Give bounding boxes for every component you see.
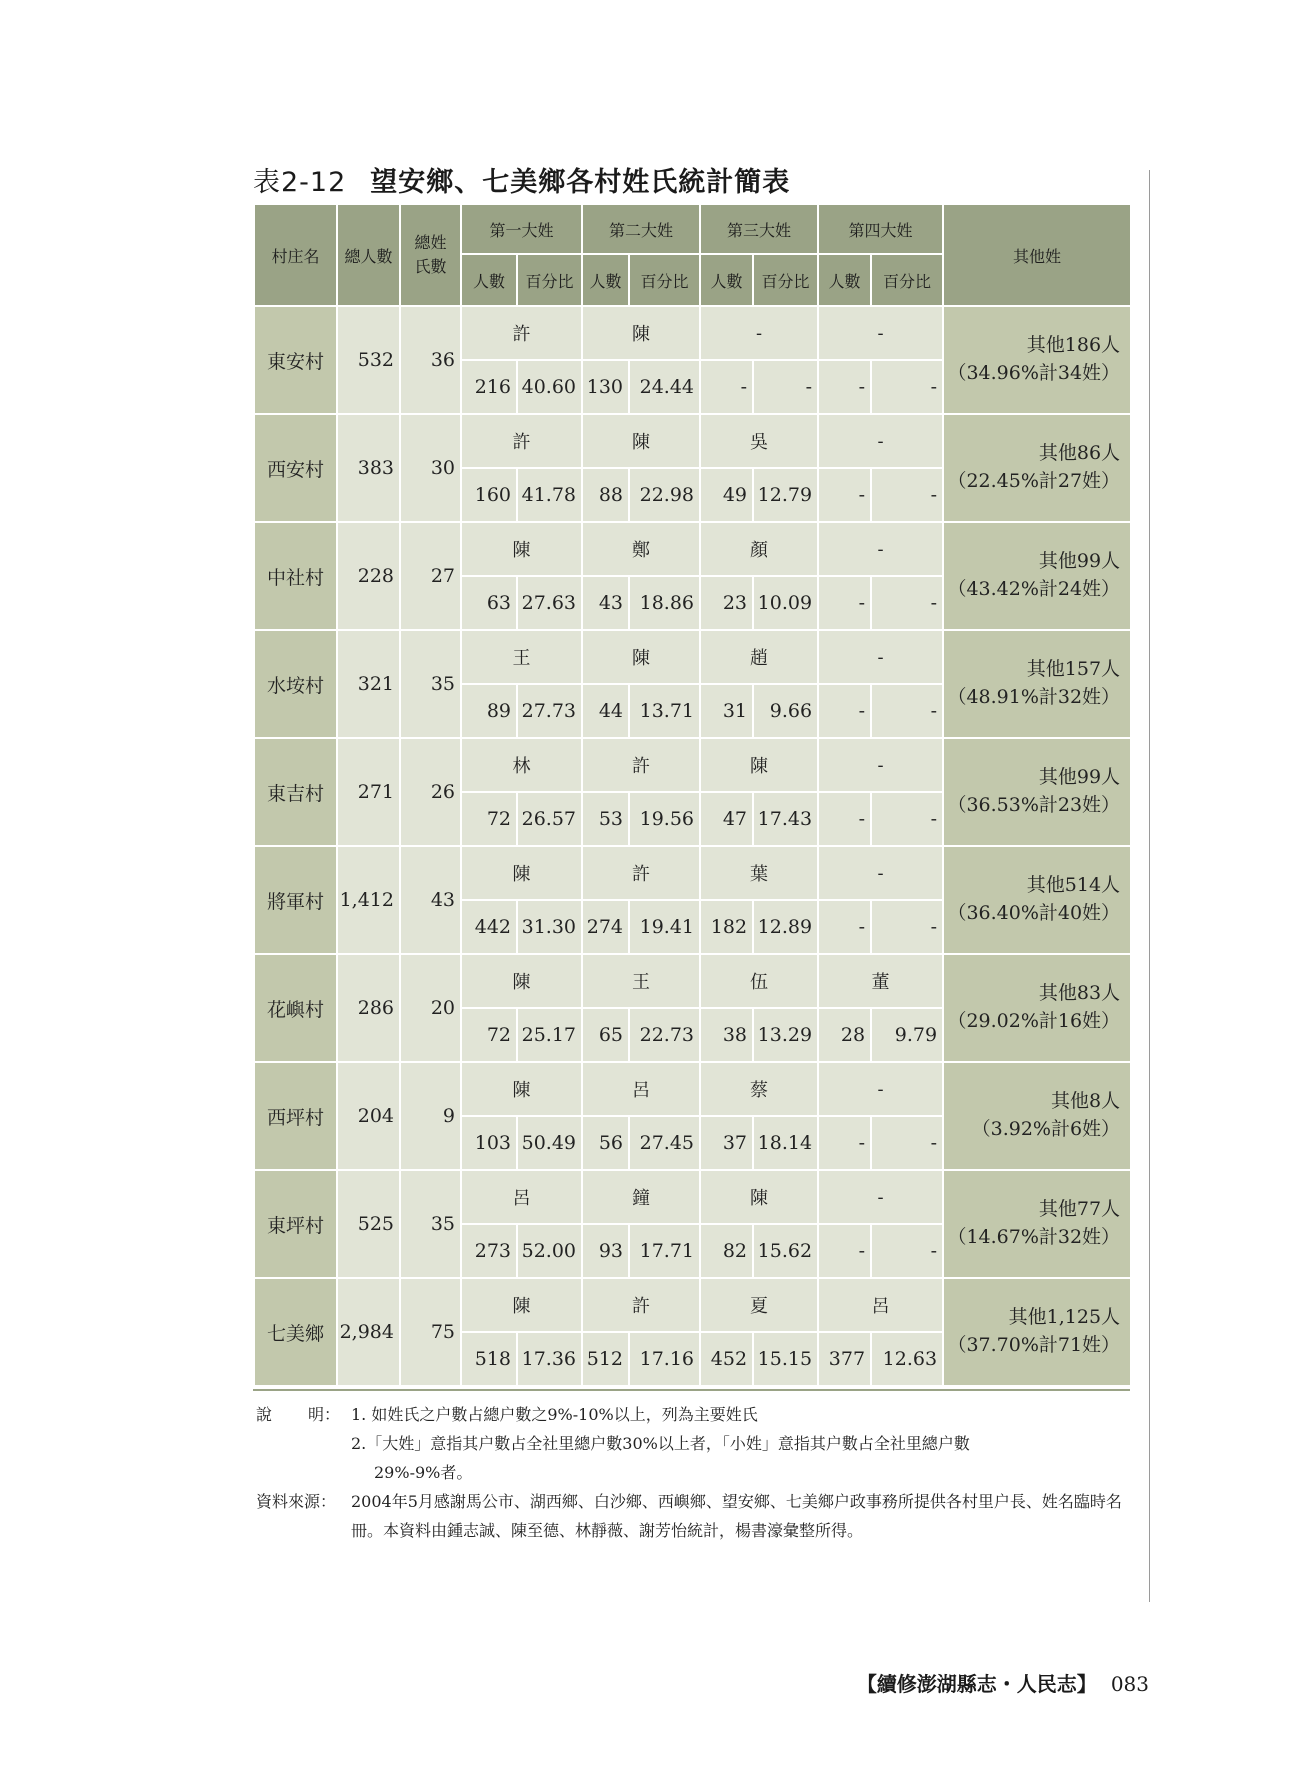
note-line-2 [256, 1429, 1136, 1458]
village-name: 七美鄉 [254, 1278, 337, 1386]
second-surname: 鄭 [582, 522, 700, 576]
fourth-count: - [818, 1224, 871, 1278]
village-name: 東吉村 [254, 738, 337, 846]
fourth-percent: - [871, 1116, 943, 1170]
second-count: 512 [582, 1332, 629, 1386]
other-surnames [943, 522, 1131, 630]
other-count: 其他99人 [1038, 766, 1121, 789]
other-percent: （36.53%計23姓） [947, 794, 1121, 816]
second-surname: 陳 [582, 414, 700, 468]
village-row-surnames [254, 414, 1131, 468]
third-percent: 12.89 [753, 900, 818, 954]
second-percent: 24.44 [629, 360, 700, 414]
page-footer [857, 1668, 1149, 1697]
fourth-surname: - [818, 522, 943, 576]
village-row-surnames [254, 954, 1131, 1008]
total-population: 228 [337, 522, 400, 630]
total-population: 383 [337, 414, 400, 522]
total-population: 271 [337, 738, 400, 846]
fourth-surname: - [818, 738, 943, 792]
surname-count: 27 [400, 522, 461, 630]
surname-count: 30 [400, 414, 461, 522]
first-count: 63 [461, 576, 517, 630]
second-surname: 呂 [582, 1062, 700, 1116]
third-surname: 吳 [700, 414, 818, 468]
first-surname: 陳 [461, 846, 582, 900]
second-surname: 王 [582, 954, 700, 1008]
source-line [256, 1487, 1136, 1545]
first-surname: 許 [461, 414, 582, 468]
first-percent: 40.60 [517, 360, 582, 414]
fourth-count: - [818, 468, 871, 522]
third-count: 82 [700, 1224, 753, 1278]
third-percent: 18.14 [753, 1116, 818, 1170]
other-percent: （37.70%計71姓） [947, 1334, 1121, 1356]
other-count: 其他186人 [1026, 334, 1121, 357]
first-surname: 陳 [461, 522, 582, 576]
margin-rule [1149, 170, 1150, 1602]
surname-count: 43 [400, 846, 461, 954]
other-count: 其他83人 [1038, 982, 1121, 1005]
other-surnames [943, 954, 1131, 1062]
header-percent: 百分比 [753, 254, 818, 306]
third-count: 37 [700, 1116, 753, 1170]
first-percent: 17.36 [517, 1332, 582, 1386]
third-surname: 陳 [700, 1170, 818, 1224]
note-2: 2.「大姓」意指其户數占全社里總户數30%以上者，「小姓」意指其户數占全社里總户數 [351, 1434, 970, 1453]
surname-count: 75 [400, 1278, 461, 1386]
surname-count: 35 [400, 630, 461, 738]
third-surname: 顏 [700, 522, 818, 576]
village-row-surnames [254, 1170, 1131, 1224]
total-population: 2,984 [337, 1278, 400, 1386]
village-row-surnames [254, 630, 1131, 684]
book-title: 【續修澎湖縣志・人民志】 [856, 1672, 1097, 1696]
total-population: 204 [337, 1062, 400, 1170]
note-1: 1. 如姓氏之户數占總户數之9%-10%以上，列為主要姓氏 [351, 1405, 758, 1424]
first-percent: 31.30 [517, 900, 582, 954]
third-surname: 趙 [700, 630, 818, 684]
second-count: 65 [582, 1008, 629, 1062]
second-percent: 18.86 [629, 576, 700, 630]
third-percent: 17.43 [753, 792, 818, 846]
fourth-percent: 9.79 [871, 1008, 943, 1062]
header-third-surname: 第三大姓 [700, 204, 818, 254]
other-percent: （29.02%計16姓） [947, 1010, 1121, 1032]
fourth-count: - [818, 900, 871, 954]
header-count: 人數 [818, 254, 871, 306]
fourth-count: - [818, 792, 871, 846]
first-surname: 林 [461, 738, 582, 792]
other-surnames [943, 738, 1131, 846]
first-count: 442 [461, 900, 517, 954]
other-count: 其他8人 [1050, 1090, 1121, 1113]
first-percent: 27.73 [517, 684, 582, 738]
table-body [254, 306, 1131, 1386]
second-percent: 19.56 [629, 792, 700, 846]
second-count: 130 [582, 360, 629, 414]
third-count: 38 [700, 1008, 753, 1062]
header-count: 人數 [582, 254, 629, 306]
page-number: 083 [1110, 1672, 1149, 1696]
total-population: 525 [337, 1170, 400, 1278]
fourth-percent: - [871, 360, 943, 414]
notes-section [256, 1400, 1136, 1545]
source-label: 資料來源： [256, 1492, 337, 1511]
first-surname: 王 [461, 630, 582, 684]
table-caption: 望安鄉、七美鄉各村姓氏統計簡表 [370, 167, 791, 198]
second-count: 43 [582, 576, 629, 630]
fourth-percent: - [871, 576, 943, 630]
first-count: 103 [461, 1116, 517, 1170]
other-percent: （48.91%計32姓） [947, 686, 1121, 708]
second-count: 44 [582, 684, 629, 738]
notes-label [256, 1400, 351, 1429]
other-percent: （34.96%計34姓） [947, 362, 1121, 384]
first-count: 72 [461, 792, 517, 846]
village-row-surnames [254, 522, 1131, 576]
first-percent: 27.63 [517, 576, 582, 630]
fourth-surname: - [818, 846, 943, 900]
fourth-surname: 呂 [818, 1278, 943, 1332]
other-count: 其他99人 [1038, 550, 1121, 573]
header-first-surname: 第一大姓 [461, 204, 582, 254]
notes-label-a: 說 [256, 1405, 273, 1424]
total-population: 286 [337, 954, 400, 1062]
header-surnames-count: 總姓氏數 [400, 204, 461, 306]
fourth-surname: - [818, 630, 943, 684]
third-surname: 蔡 [700, 1062, 818, 1116]
second-percent: 27.45 [629, 1116, 700, 1170]
second-surname: 許 [582, 846, 700, 900]
fourth-count: 377 [818, 1332, 871, 1386]
third-count: 49 [700, 468, 753, 522]
third-percent: - [753, 360, 818, 414]
total-population: 1,412 [337, 846, 400, 954]
header-count: 人數 [700, 254, 753, 306]
note-line-1 [256, 1400, 1136, 1429]
second-count: 53 [582, 792, 629, 846]
second-percent: 13.71 [629, 684, 700, 738]
second-surname: 鐘 [582, 1170, 700, 1224]
other-surnames [943, 1062, 1131, 1170]
second-surname: 許 [582, 738, 700, 792]
fourth-count: - [818, 1116, 871, 1170]
first-percent: 25.17 [517, 1008, 582, 1062]
first-surname: 陳 [461, 1278, 582, 1332]
second-surname: 陳 [582, 630, 700, 684]
other-percent: （3.92%計6姓） [971, 1118, 1121, 1140]
village-row-surnames [254, 738, 1131, 792]
first-surname: 陳 [461, 1062, 582, 1116]
header-village: 村庄名 [254, 204, 337, 306]
fourth-percent: - [871, 792, 943, 846]
first-percent: 52.00 [517, 1224, 582, 1278]
table-number: 表2-12 [253, 167, 347, 198]
second-count: 93 [582, 1224, 629, 1278]
note-2-continued: 29%-9%者。 [374, 1463, 473, 1482]
village-name: 花嶼村 [254, 954, 337, 1062]
third-percent: 12.79 [753, 468, 818, 522]
other-percent: （36.40%計40姓） [947, 902, 1121, 924]
header-total: 總人數 [337, 204, 400, 306]
village-name: 東坪村 [254, 1170, 337, 1278]
header-percent: 百分比 [629, 254, 700, 306]
second-percent: 17.16 [629, 1332, 700, 1386]
second-count: 56 [582, 1116, 629, 1170]
fourth-percent: 12.63 [871, 1332, 943, 1386]
other-percent: （22.45%計27姓） [947, 470, 1121, 492]
third-surname: 伍 [700, 954, 818, 1008]
first-count: 216 [461, 360, 517, 414]
third-count: 23 [700, 576, 753, 630]
fourth-count: - [818, 360, 871, 414]
third-surname: 夏 [700, 1278, 818, 1332]
first-count: 72 [461, 1008, 517, 1062]
third-percent: 9.66 [753, 684, 818, 738]
fourth-surname: - [818, 306, 943, 360]
village-row-surnames [254, 306, 1131, 360]
first-count: 518 [461, 1332, 517, 1386]
village-row-surnames [254, 1278, 1131, 1332]
other-count: 其他77人 [1038, 1198, 1121, 1221]
first-count: 273 [461, 1224, 517, 1278]
header-fourth-surname: 第四大姓 [818, 204, 943, 254]
table-title [253, 160, 790, 199]
third-percent: 15.15 [753, 1332, 818, 1386]
second-count: 88 [582, 468, 629, 522]
third-surname: 陳 [700, 738, 818, 792]
other-surnames [943, 414, 1131, 522]
village-name: 水垵村 [254, 630, 337, 738]
village-name: 中社村 [254, 522, 337, 630]
header-percent: 百分比 [871, 254, 943, 306]
surname-count: 35 [400, 1170, 461, 1278]
second-surname: 陳 [582, 306, 700, 360]
other-surnames [943, 846, 1131, 954]
other-count: 其他86人 [1038, 442, 1121, 465]
first-surname: 許 [461, 306, 582, 360]
third-surname: - [700, 306, 818, 360]
surname-statistics-table [253, 203, 1132, 1387]
fourth-surname: - [818, 1170, 943, 1224]
third-count: 31 [700, 684, 753, 738]
first-percent: 26.57 [517, 792, 582, 846]
fourth-surname: - [818, 1062, 943, 1116]
first-count: 89 [461, 684, 517, 738]
third-count: 182 [700, 900, 753, 954]
total-population: 321 [337, 630, 400, 738]
fourth-surname: 董 [818, 954, 943, 1008]
second-surname: 許 [582, 1278, 700, 1332]
second-percent: 22.98 [629, 468, 700, 522]
other-surnames [943, 630, 1131, 738]
first-surname: 呂 [461, 1170, 582, 1224]
header-row-1 [254, 204, 1131, 254]
other-count: 其他1,125人 [1008, 1306, 1121, 1329]
village-name: 西安村 [254, 414, 337, 522]
third-surname: 葉 [700, 846, 818, 900]
fourth-count: - [818, 576, 871, 630]
second-percent: 22.73 [629, 1008, 700, 1062]
header-others: 其他姓 [943, 204, 1131, 306]
first-percent: 50.49 [517, 1116, 582, 1170]
village-name: 西坪村 [254, 1062, 337, 1170]
fourth-percent: - [871, 468, 943, 522]
other-percent: （14.67%計32姓） [947, 1226, 1121, 1248]
village-name: 將軍村 [254, 846, 337, 954]
source-text: 2004年5月感謝馬公市、湖西鄉、白沙鄉、西嶼鄉、望安鄉、七美鄉户政事務所提供各村里户長、姓名臨時名冊。本資料由鍾志誠、陳至德、林靜薇、謝芳怡統計，楊書濠彙整所得。 [351, 1492, 1122, 1540]
note-line-3 [256, 1458, 1136, 1487]
third-count: - [700, 360, 753, 414]
village-row-surnames [254, 846, 1131, 900]
notes-label-b: 明： [308, 1405, 341, 1424]
other-count: 其他157人 [1026, 658, 1121, 681]
surname-count: 9 [400, 1062, 461, 1170]
second-percent: 17.71 [629, 1224, 700, 1278]
fourth-percent: - [871, 900, 943, 954]
other-surnames [943, 1278, 1131, 1386]
third-count: 452 [700, 1332, 753, 1386]
third-percent: 10.09 [753, 576, 818, 630]
second-count: 274 [582, 900, 629, 954]
surname-count: 26 [400, 738, 461, 846]
other-percent: （43.42%計24姓） [947, 578, 1121, 600]
fourth-percent: - [871, 1224, 943, 1278]
village-name: 東安村 [254, 306, 337, 414]
header-count: 人數 [461, 254, 517, 306]
third-percent: 15.62 [753, 1224, 818, 1278]
other-surnames [943, 306, 1131, 414]
third-percent: 13.29 [753, 1008, 818, 1062]
first-surname: 陳 [461, 954, 582, 1008]
third-count: 47 [700, 792, 753, 846]
header-percent: 百分比 [517, 254, 582, 306]
fourth-count: - [818, 684, 871, 738]
first-percent: 41.78 [517, 468, 582, 522]
other-count: 其他514人 [1026, 874, 1121, 897]
total-population: 532 [337, 306, 400, 414]
header-second-surname: 第二大姓 [582, 204, 700, 254]
table-bottom-rule [253, 1389, 1130, 1391]
village-row-surnames [254, 1062, 1131, 1116]
fourth-percent: - [871, 684, 943, 738]
first-count: 160 [461, 468, 517, 522]
fourth-surname: - [818, 414, 943, 468]
other-surnames [943, 1170, 1131, 1278]
surname-count: 36 [400, 306, 461, 414]
fourth-count: 28 [818, 1008, 871, 1062]
surname-count: 20 [400, 954, 461, 1062]
second-percent: 19.41 [629, 900, 700, 954]
